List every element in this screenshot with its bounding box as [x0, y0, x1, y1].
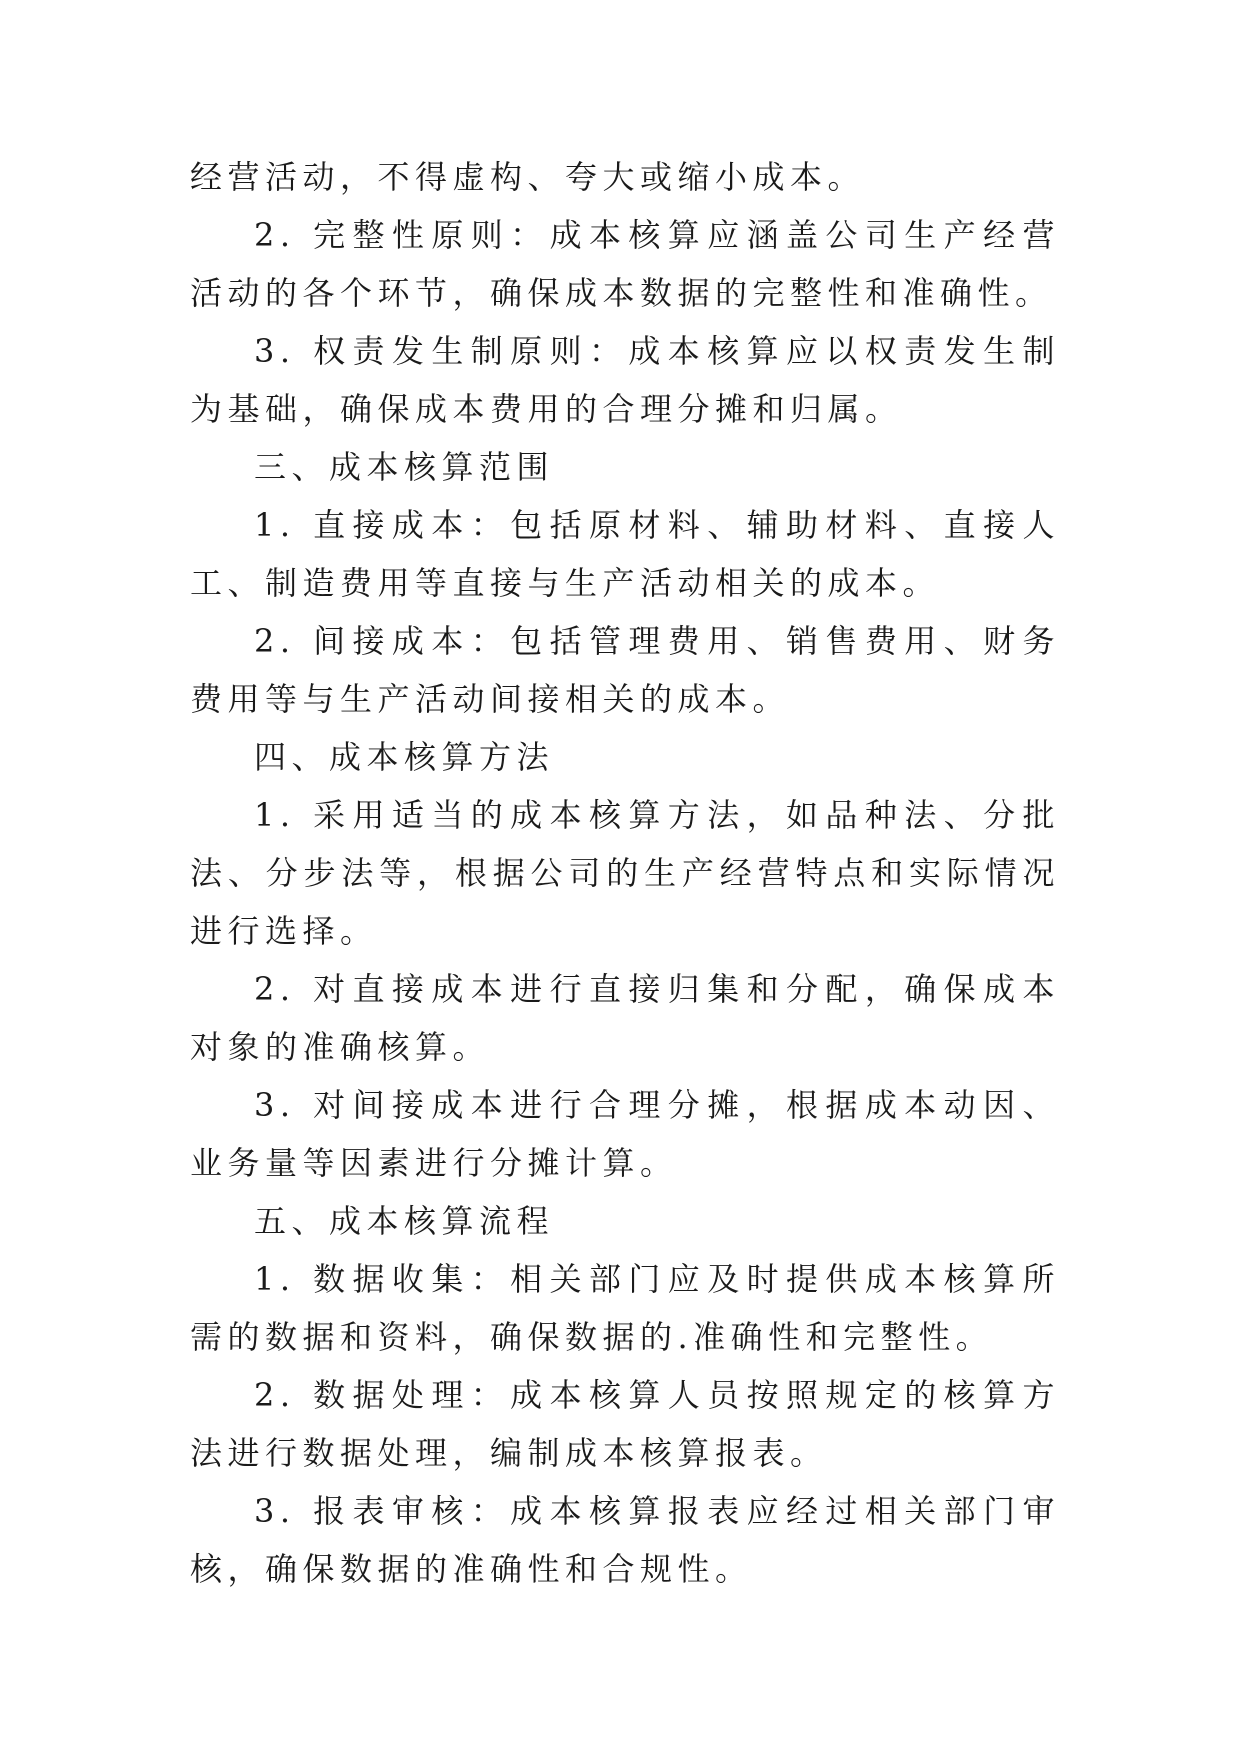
paragraph-indirect-cost: 2. 间接成本：包括管理费用、销售费用、财务费用等与生产活动间接相关的成本。 [190, 622, 1060, 718]
paragraph-principle-accrual: 3. 权责发生制原则：成本核算应以权责发生制为基础，确保成本费用的合理分摊和归属。 [190, 332, 1060, 428]
section-heading-scope: 三、成本核算范围 [254, 448, 555, 486]
paragraph-process-1: 1. 数据收集：相关部门应及时提供成本核算所需的数据和资料，确保数据的.准确性和完整性。 [190, 1260, 1060, 1356]
paragraph-direct-cost: 1. 直接成本：包括原材料、辅助材料、直接人工、制造费用等直接与生产活动相关的成本。 [190, 506, 1060, 602]
section-heading-method: 四、成本核算方法 [254, 738, 555, 776]
paragraph-method-1: 1. 采用适当的成本核算方法，如品种法、分批法、分步法等，根据公司的生产经营特点和实际情况进行选择。 [190, 796, 1060, 950]
paragraph-continuation: 经营活动，不得虚构、夸大或缩小成本。 [190, 158, 866, 196]
paragraph-principle-completeness: 2. 完整性原则：成本核算应涵盖公司生产经营活动的各个环节，确保成本数据的完整性和准确性。 [190, 216, 1060, 312]
section-heading-process: 五、成本核算流程 [254, 1202, 555, 1240]
document-body [190, 148, 1060, 1598]
paragraph-process-2: 2. 数据处理：成本核算人员按照规定的核算方法进行数据处理，编制成本核算报表。 [190, 1376, 1060, 1472]
paragraph-method-2: 2. 对直接成本进行直接归集和分配，确保成本对象的准确核算。 [190, 970, 1060, 1066]
paragraph-process-3: 3. 报表审核：成本核算报表应经过相关部门审核，确保数据的准确性和合规性。 [190, 1492, 1060, 1588]
paragraph-method-3: 3. 对间接成本进行合理分摊，根据成本动因、业务量等因素进行分摊计算。 [190, 1086, 1060, 1182]
